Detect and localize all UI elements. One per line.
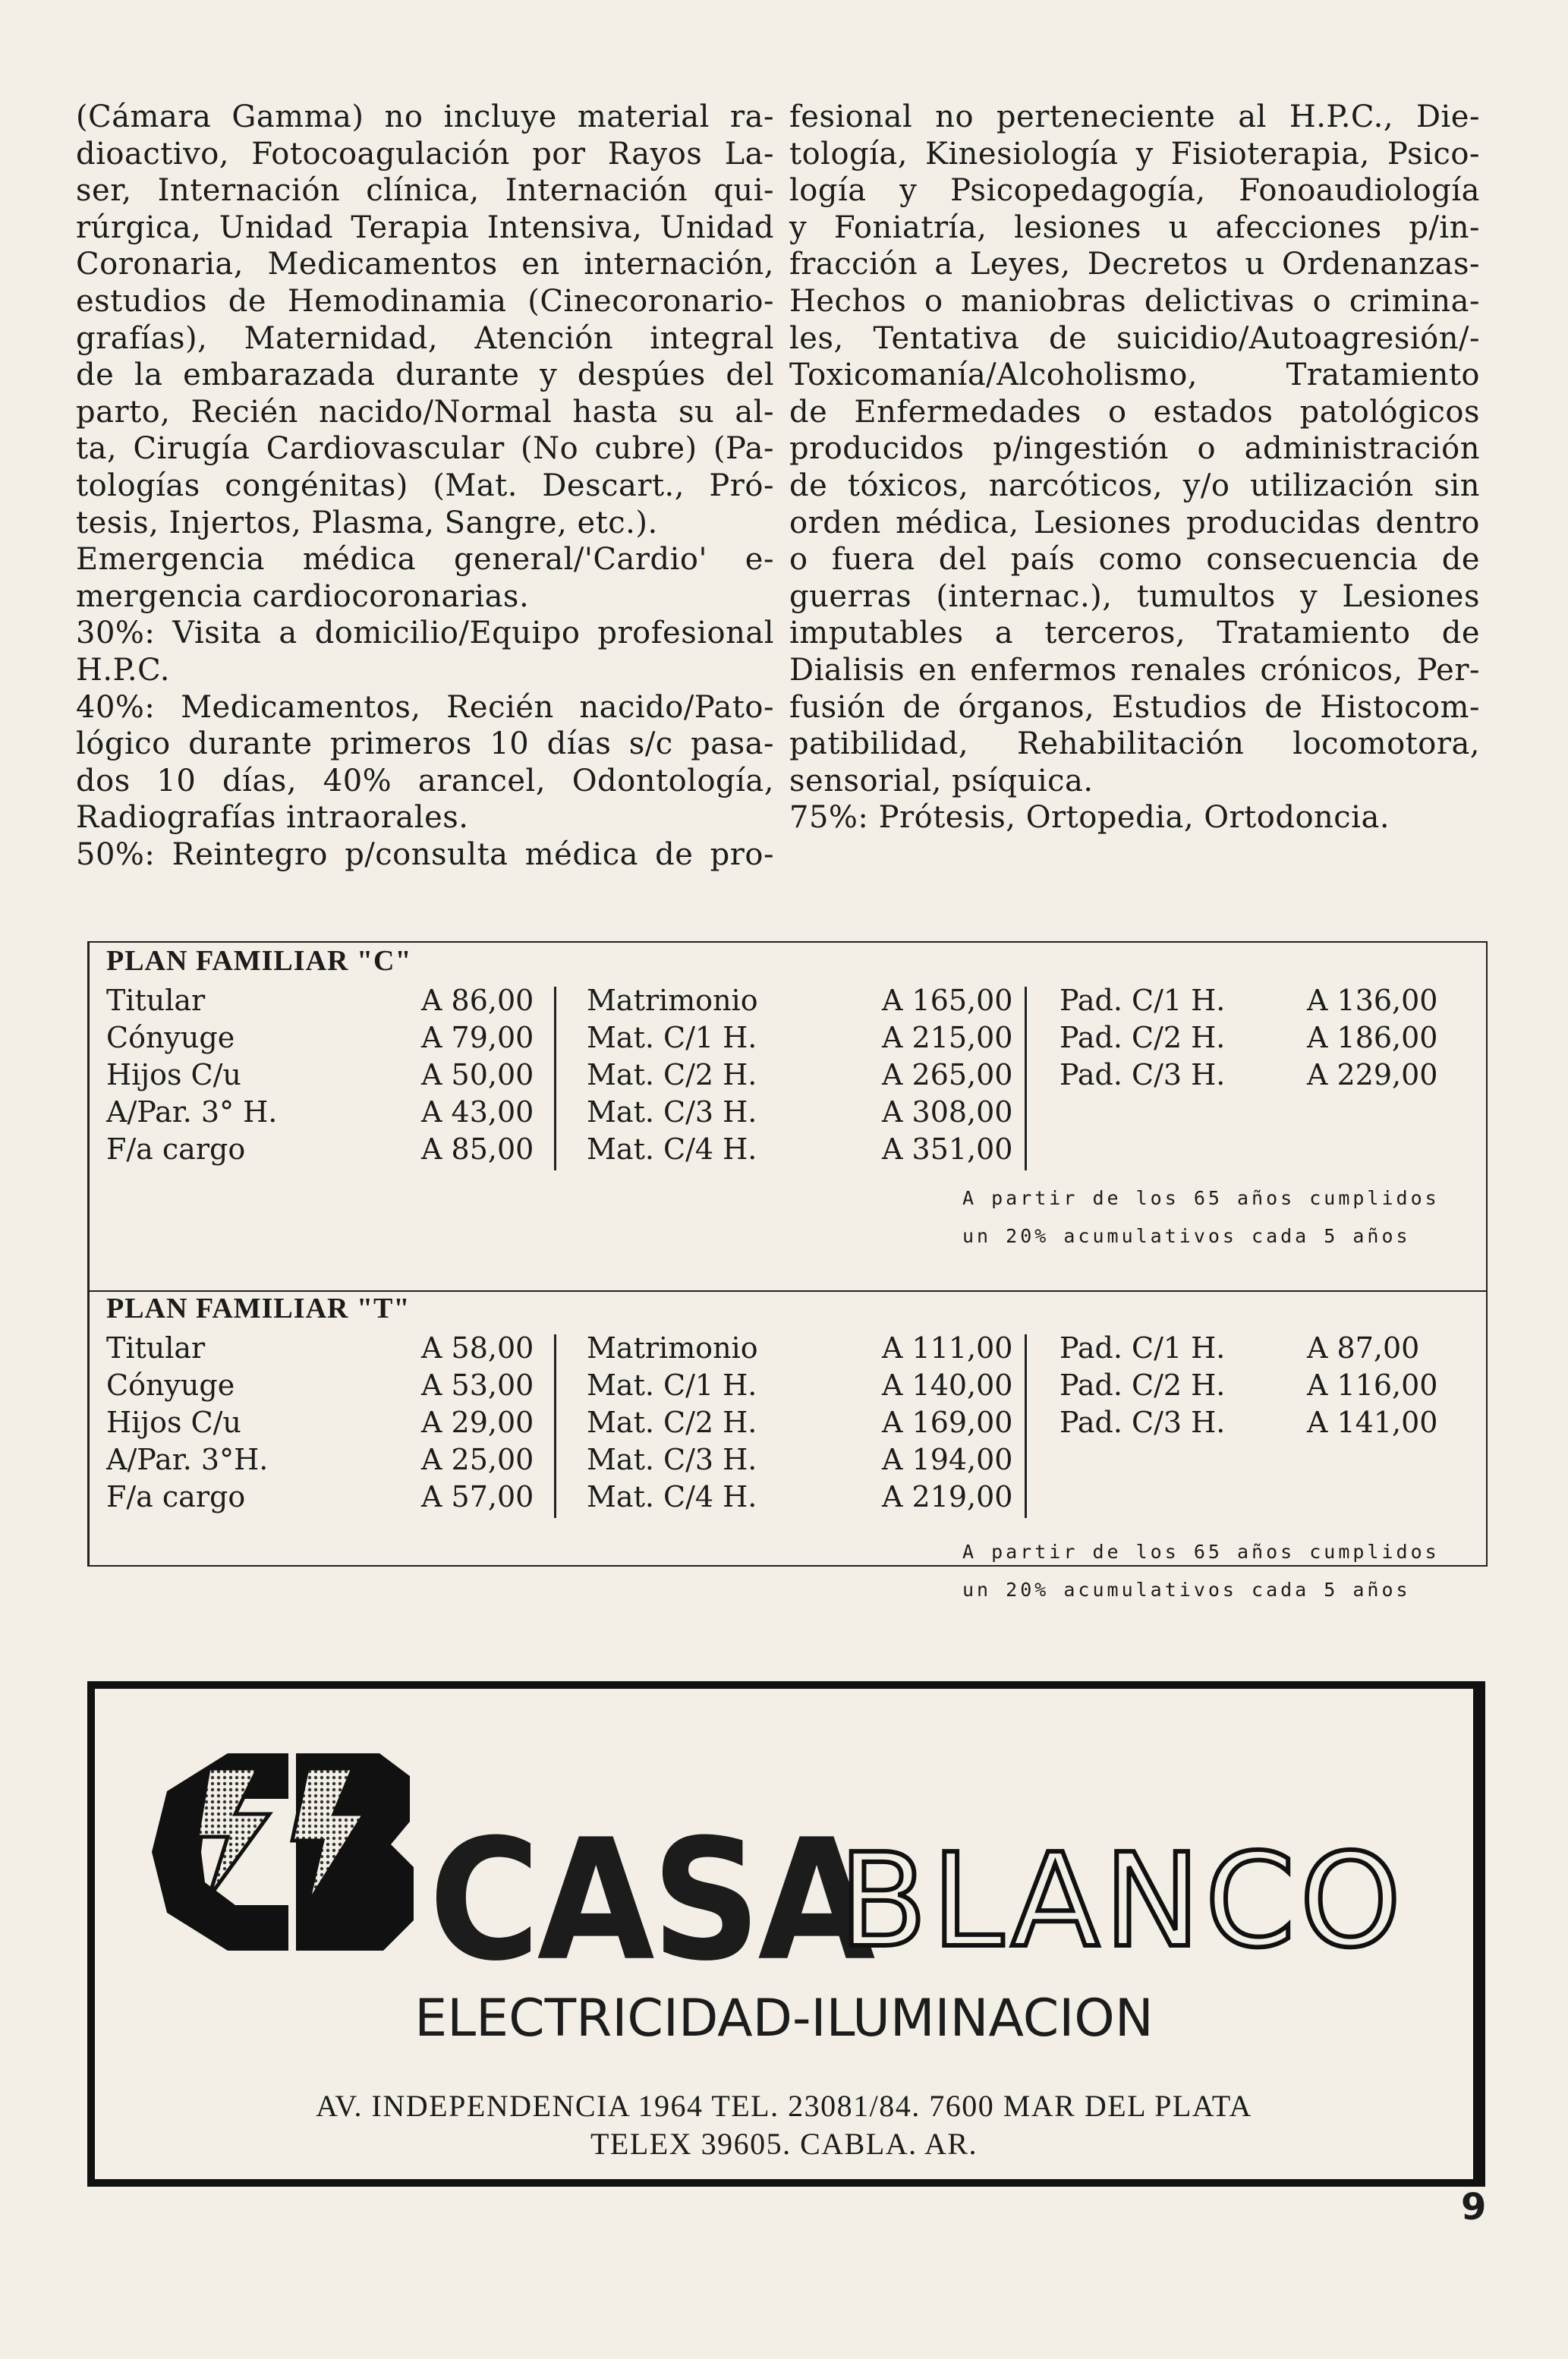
- text-line: fracción a Leyes, Decretos u Ordenanzas-: [789, 247, 1480, 282]
- plan-cell-b-label: Mat. C/1 H.: [587, 1021, 757, 1054]
- plan-cell-b-value: A 351,00: [882, 1132, 1013, 1166]
- plan-c-note-line1: A partir de los 65 años cumplidos: [962, 1187, 1440, 1209]
- text-line: Emergencia médica general/'Cardio' e-: [76, 542, 774, 578]
- plan-c-note-line2: un 20% acumulativos cada 5 años: [962, 1225, 1411, 1247]
- plan-cell-a-value: A 79,00: [421, 1021, 534, 1054]
- page-number: 9: [1461, 2186, 1487, 2228]
- text-line: dos 10 días, 40% arancel, Odontología,: [76, 763, 774, 798]
- ad-tagline: ELECTRICIDAD-ILUMINACION: [414, 1989, 1154, 2049]
- plan-cell-b-label: Mat. C/4 H.: [587, 1480, 757, 1513]
- plan-c-title: PLAN FAMILIAR "C": [106, 945, 412, 977]
- casablanco-advertisement: [87, 1681, 1485, 2187]
- plan-cell-c-label: Pad. C/3 H.: [1060, 1406, 1226, 1439]
- plan-cell-a-value: A 29,00: [421, 1406, 534, 1439]
- plan-cell-a-label: Hijos C/u: [106, 1406, 241, 1439]
- plan-c-divider-1: [554, 987, 556, 1170]
- plan-cell-a-label: Titular: [106, 1331, 206, 1365]
- plan-cell-a-value: A 85,00: [421, 1132, 534, 1166]
- plan-cell-a-label: Cónyuge: [106, 1368, 235, 1402]
- text-line: tesis, Injertos, Plasma, Sangre, etc.).: [76, 505, 658, 540]
- plan-cell-c-label: Pad. C/3 H.: [1060, 1058, 1226, 1091]
- plan-cell-a-value: A 43,00: [421, 1095, 534, 1129]
- text-line: guerras (internac.), tumultos y Lesiones: [789, 578, 1480, 614]
- plan-cell-b-value: A 215,00: [882, 1021, 1013, 1054]
- text-line: tologías congénitas) (Mat. Descart., Pró-: [76, 468, 774, 503]
- text-line: producidos p/ingestión o administración: [789, 431, 1480, 467]
- text-line: estudios de Hemodinamia (Cinecoronario-: [76, 283, 774, 319]
- plan-cell-a-value: A 53,00: [421, 1368, 534, 1402]
- plan-cell-c-label: Pad. C/2 H.: [1060, 1021, 1226, 1054]
- text-line: de Enfermedades o estados patológicos: [789, 394, 1480, 430]
- plan-cell-b-label: Mat. C/3 H.: [587, 1443, 757, 1476]
- text-line: o fuera del país como consecuencia de: [789, 542, 1480, 578]
- plan-cell-b-value: A 194,00: [882, 1443, 1013, 1476]
- text-line: de la embarazada durante y despúes del: [76, 357, 774, 393]
- text-line: Dialisis en enfermos renales crónicos, Per-: [789, 652, 1480, 688]
- ad-address: [95, 2087, 1473, 2163]
- plan-cell-b-value: A 169,00: [882, 1406, 1013, 1439]
- text-line: dioactivo, Fotocoagulación por Rayos La-: [76, 136, 774, 172]
- plan-cell-a-value: A 86,00: [421, 984, 534, 1017]
- brand-casa: CASA: [429, 1803, 873, 1998]
- text-line: de tóxicos, narcóticos, y/o utilización sin: [789, 468, 1480, 503]
- text-line: (Cámara Gamma) no incluye material ra-: [76, 99, 774, 134]
- plan-cell-c-label: Pad. C/2 H.: [1060, 1368, 1226, 1402]
- text-line: 30%: Visita a domicilio/Equipo profesional: [76, 616, 774, 651]
- plan-cell-b-value: A 165,00: [882, 984, 1013, 1017]
- plan-cell-a-value: A 58,00: [421, 1331, 534, 1365]
- plan-cell-c-value: A 136,00: [1307, 984, 1438, 1017]
- text-line: Toxicomanía/Alcoholismo, Tratamiento: [789, 357, 1480, 393]
- text-line: parto, Recién nacido/Normal hasta su al-: [76, 394, 774, 430]
- plan-cell-b-value: A 265,00: [882, 1058, 1013, 1091]
- plan-c-divider-2: [1025, 987, 1027, 1170]
- plan-cell-b-label: Mat. C/2 H.: [587, 1406, 757, 1439]
- plan-cell-a-value: A 50,00: [421, 1058, 534, 1091]
- plans-table: [87, 941, 1488, 1601]
- plan-cell-a-label: Titular: [106, 984, 206, 1017]
- plan-t-divider-1: [554, 1334, 556, 1518]
- plan-cell-a-label: Hijos C/u: [106, 1058, 241, 1091]
- text-line: 50%: Reintegro p/consulta médica de pro-: [76, 836, 774, 872]
- plan-cell-a-label: A/Par. 3°H.: [106, 1443, 269, 1476]
- text-line: orden médica, Lesiones producidas dentro: [789, 505, 1480, 540]
- plan-cell-c-value: A 116,00: [1307, 1368, 1438, 1402]
- plan-cell-b-value: A 219,00: [882, 1480, 1013, 1513]
- text-line: y Foniatría, lesiones u afecciones p/in-: [789, 209, 1480, 245]
- plan-cell-a-label: F/a cargo: [106, 1480, 246, 1513]
- plan-t-title: PLAN FAMILIAR "T": [106, 1293, 411, 1324]
- right-text-column: [789, 99, 1480, 836]
- lightning-bolt-logo-icon: [137, 1738, 425, 1966]
- plan-cell-c-value: A 87,00: [1307, 1331, 1420, 1365]
- text-line: rúrgica, Unidad Terapia Intensiva, Unidad: [76, 209, 774, 245]
- text-line: patibilidad, Rehabilitación locomotora,: [789, 726, 1480, 762]
- plan-cell-b-value: A 111,00: [882, 1331, 1013, 1365]
- text-line: imputables a terceros, Tratamiento de: [789, 616, 1480, 651]
- text-line: H.P.C.: [76, 652, 171, 688]
- left-text-column: [76, 99, 774, 873]
- text-line: sensorial, psíquica.: [789, 763, 1094, 798]
- plan-cell-a-label: Cónyuge: [106, 1021, 235, 1054]
- plan-cell-b-label: Matrimonio: [587, 984, 758, 1017]
- text-line: ser, Internación clínica, Internación qui-: [76, 173, 774, 209]
- plan-cell-b-label: Mat. C/1 H.: [587, 1368, 757, 1402]
- text-line: tología, Kinesiología y Fisioterapia, Psico-: [789, 136, 1480, 172]
- plan-cell-c-label: Pad. C/1 H.: [1060, 1331, 1226, 1365]
- text-line: grafías), Maternidad, Atención integral: [76, 320, 774, 356]
- brand-blanco: BLANCO: [839, 1826, 1406, 1976]
- plan-cell-a-label: F/a cargo: [106, 1132, 246, 1166]
- text-line: lógico durante primeros 10 días s/c pasa-: [76, 726, 774, 762]
- plan-cell-b-label: Mat. C/3 H.: [587, 1095, 757, 1129]
- plan-t-note-line1: A partir de los 65 años cumplidos: [962, 1541, 1440, 1563]
- text-line: ta, Cirugía Cardiovascular (No cubre) (Pa-: [76, 431, 774, 467]
- plan-cell-a-value: A 57,00: [421, 1480, 534, 1513]
- plan-cell-c-value: A 186,00: [1307, 1021, 1438, 1054]
- text-line: 75%: Prótesis, Ortopedia, Ortodoncia.: [789, 800, 1390, 836]
- ad-address-line2: TELEX 39605. CABLA. AR.: [590, 2127, 978, 2161]
- plan-cell-c-value: A 141,00: [1307, 1406, 1438, 1439]
- text-line: fusión de órganos, Estudios de Histocom-: [789, 689, 1480, 725]
- text-line: Coronaria, Medicamentos en internación,: [76, 247, 774, 282]
- plan-cell-a-label: A/Par. 3° H.: [106, 1095, 278, 1129]
- text-line: Radiografías intraorales.: [76, 800, 469, 836]
- text-line: les, Tentativa de suicidio/Autoagresión/-: [789, 320, 1480, 356]
- text-line: mergencia cardiocoronarias.: [76, 578, 530, 614]
- text-line: logía y Psicopedagogía, Fonoaudiología: [789, 173, 1480, 209]
- plan-cell-a-value: A 25,00: [421, 1443, 534, 1476]
- plan-cell-b-label: Matrimonio: [587, 1331, 758, 1365]
- plan-cell-b-label: Mat. C/2 H.: [587, 1058, 757, 1091]
- plan-cell-c-label: Pad. C/1 H.: [1060, 984, 1226, 1017]
- text-line: 40%: Medicamentos, Recién nacido/Pato-: [76, 689, 774, 725]
- plan-cell-b-value: A 308,00: [882, 1095, 1013, 1129]
- plan-cell-b-value: A 140,00: [882, 1368, 1013, 1402]
- plan-t-note-line2: un 20% acumulativos cada 5 años: [962, 1579, 1411, 1601]
- ad-address-line1: AV. INDEPENDENCIA 1964 TEL. 23081/84. 7600 MAR DEL PLATA: [316, 2089, 1252, 2123]
- plan-cell-c-value: A 229,00: [1307, 1058, 1438, 1091]
- text-line: Hechos o maniobras delictivas o crimina-: [789, 283, 1480, 319]
- plan-cell-b-label: Mat. C/4 H.: [587, 1132, 757, 1166]
- text-line: fesional no perteneciente al H.P.C., Die-: [789, 99, 1480, 134]
- plan-t-divider-2: [1025, 1334, 1027, 1518]
